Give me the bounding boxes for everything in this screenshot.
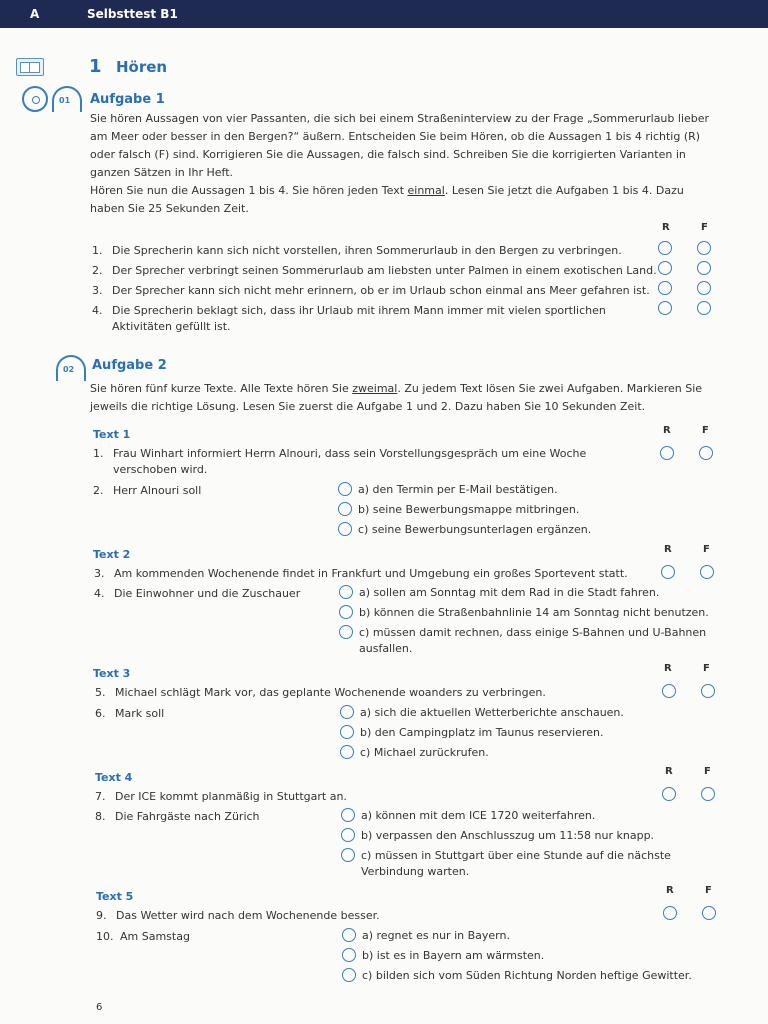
- option-text: c) Michael zurückrufen.: [360, 746, 489, 759]
- option-text: a) regnet es nur in Bayern.: [362, 929, 510, 942]
- instr-emphasis: zweimal: [352, 382, 398, 395]
- item-number: 4.: [92, 304, 103, 317]
- r-header: R: [664, 663, 672, 674]
- option-radio[interactable]: [342, 928, 356, 942]
- item-text: Herr Alnouri soll: [113, 484, 202, 497]
- option-text: c) seine Bewerbungsunterlagen ergänzen.: [358, 523, 592, 536]
- instr-emphasis: einmal: [407, 184, 445, 197]
- answer-f-radio[interactable]: [697, 241, 711, 255]
- option-radio[interactable]: [342, 948, 356, 962]
- item-text: Frau Winhart informiert Herrn Alnouri, dass sein Vorstellungsgespräch um eine Woche verschoben wird.: [113, 447, 587, 476]
- item-text: Die Einwohner und die Zuschauer: [114, 587, 301, 600]
- option-text: c) müssen in Stuttgart über eine Stunde auf die nächste Verbindung warten.: [361, 849, 671, 878]
- header-bar: [0, 0, 768, 28]
- book-icon: [16, 58, 44, 76]
- r-header: R: [666, 885, 674, 896]
- option-radio[interactable]: [342, 968, 356, 982]
- item-number: 7.: [95, 790, 106, 803]
- instr-part: Sie hören fünf kurze Texte. Alle Texte hören Sie: [90, 382, 353, 395]
- r-header: R: [662, 222, 670, 233]
- headphones-icon: [56, 355, 86, 381]
- option-radio[interactable]: [338, 482, 352, 496]
- aufgabe2-title: Aufgabe 2: [92, 358, 167, 373]
- option-text: b) können die Straßenbahnlinie 14 am Sonntag nicht benutzen.: [359, 606, 709, 619]
- aufgabe1-instructions-2: [90, 182, 720, 218]
- f-header: F: [705, 885, 712, 896]
- item-text: Der ICE kommt planmäßig in Stuttgart an.: [115, 790, 347, 803]
- item-number: 2.: [92, 264, 103, 277]
- answer-r-radio[interactable]: [658, 241, 672, 255]
- answer-r-radio[interactable]: [662, 787, 676, 801]
- option-radio[interactable]: [339, 585, 353, 599]
- item-number: 3.: [92, 284, 103, 297]
- cd-icon: [22, 86, 48, 112]
- f-header: F: [702, 425, 709, 436]
- option-text: a) sollen am Sonntag mit dem Rad in die Stadt fahren.: [359, 586, 660, 599]
- item-number: 9.: [96, 909, 107, 922]
- item-number: 1.: [92, 244, 103, 257]
- option-text: c) bilden sich vom Süden Richtung Norden heftige Gewitter.: [362, 969, 692, 982]
- option-radio[interactable]: [338, 502, 352, 516]
- option-radio[interactable]: [338, 522, 352, 536]
- option-text: a) können mit dem ICE 1720 weiterfahren.: [361, 809, 596, 822]
- track-number: 01: [59, 96, 71, 105]
- item-number: 1.: [93, 447, 104, 460]
- text-label: Text 4: [95, 771, 133, 784]
- item-text: Am Samstag: [120, 930, 190, 943]
- instr-part: Hören Sie nun die Aussagen 1 bis 4. Sie hören jeden Text: [90, 184, 408, 197]
- f-header: F: [701, 222, 708, 233]
- instr-part: . Lesen Sie jetzt die Aufgaben 1 bis 4. Dazu haben Sie 25 Sekunden Zeit.: [90, 184, 684, 215]
- instr-part: . Zu jedem Text lösen Sie zwei Aufgaben. Markieren Sie jeweils die richtige Lösung. Lesen Sie zuerst die Aufgabe 1 und 2. Dazu haben Sie 10 Sekunden Zeit.: [90, 382, 703, 413]
- item-text: Der Sprecher kann sich nicht mehr erinnern, ob er im Urlaub schon einmal ans Meer gefahren ist.: [112, 284, 650, 297]
- answer-f-radio[interactable]: [701, 787, 715, 801]
- header-title: Selbsttest B1: [87, 7, 178, 21]
- item-number: 5.: [95, 686, 106, 699]
- answer-f-radio[interactable]: [697, 261, 711, 275]
- f-header: F: [703, 544, 710, 555]
- option-radio[interactable]: [341, 848, 355, 862]
- item-text: Der Sprecher verbringt seinen Sommerurlaub am liebsten unter Palmen in einem exotischen Land.: [112, 264, 657, 277]
- r-header: R: [665, 766, 673, 777]
- item-text: Am kommenden Wochenende findet in Frankfurt und Umgebung ein großes Sportevent statt.: [114, 567, 628, 580]
- track-number: 02: [63, 365, 75, 374]
- answer-f-radio[interactable]: [697, 301, 711, 315]
- item-text: Die Fahrgäste nach Zürich: [115, 810, 260, 823]
- option-text: b) ist es in Bayern am wärmsten.: [362, 949, 545, 962]
- answer-f-radio[interactable]: [697, 281, 711, 295]
- r-header: R: [664, 544, 672, 555]
- answer-f-radio[interactable]: [700, 565, 714, 579]
- answer-f-radio[interactable]: [701, 684, 715, 698]
- option-radio[interactable]: [339, 605, 353, 619]
- text-label: Text 2: [93, 548, 131, 561]
- item-number: 6.: [95, 707, 106, 720]
- option-text: b) verpassen den Anschlusszug um 11:58 nur knapp.: [361, 829, 655, 842]
- answer-r-radio[interactable]: [658, 301, 672, 315]
- answer-f-radio[interactable]: [702, 906, 716, 920]
- f-header: F: [703, 663, 710, 674]
- answer-r-radio[interactable]: [660, 446, 674, 460]
- option-text: b) seine Bewerbungsmappe mitbringen.: [358, 503, 580, 516]
- option-radio[interactable]: [341, 808, 355, 822]
- option-radio[interactable]: [340, 745, 354, 759]
- option-text: a) den Termin per E-Mail bestätigen.: [358, 483, 558, 496]
- option-radio[interactable]: [339, 625, 353, 639]
- answer-r-radio[interactable]: [661, 565, 675, 579]
- r-header: R: [663, 425, 671, 436]
- item-number: 8.: [95, 810, 106, 823]
- item-text: Michael schlägt Mark vor, das geplante Wochenende woanders zu verbringen.: [115, 686, 546, 699]
- section-letter: A: [30, 7, 40, 21]
- answer-r-radio[interactable]: [663, 906, 677, 920]
- item-number: 3.: [94, 567, 105, 580]
- section-title: Hören: [116, 58, 168, 76]
- item-number: 10.: [96, 930, 114, 943]
- option-text: b) den Campingplatz im Taunus reservieren.: [360, 726, 604, 739]
- headphones-icon: [52, 86, 82, 112]
- option-text: c) müssen damit rechnen, dass einige S-Bahnen und U-Bahnen ausfallen.: [359, 626, 707, 655]
- option-text: a) sich die aktuellen Wetterberichte anschauen.: [360, 706, 624, 719]
- item-number: 2.: [93, 484, 104, 497]
- item-number: 4.: [94, 587, 105, 600]
- text-label: Text 3: [93, 667, 131, 680]
- answer-r-radio[interactable]: [658, 261, 672, 275]
- answer-r-radio[interactable]: [658, 281, 672, 295]
- item-text: Das Wetter wird nach dem Wochenende besser.: [116, 909, 380, 922]
- text-label: Text 1: [93, 428, 131, 441]
- answer-r-radio[interactable]: [662, 684, 676, 698]
- answer-f-radio[interactable]: [699, 446, 713, 460]
- item-text: Die Sprecherin beklagt sich, dass ihr Urlaub mit ihrem Mann immer mit vielen sportlichen Aktivitäten gefüllt ist.: [112, 304, 606, 333]
- option-radio[interactable]: [341, 828, 355, 842]
- page-number: 6: [96, 1002, 103, 1013]
- option-radio[interactable]: [340, 705, 354, 719]
- text-label: Text 5: [96, 890, 134, 903]
- item-text: Die Sprecherin kann sich nicht vorstellen, ihren Sommerurlaub in den Bergen zu verbringen.: [112, 244, 622, 257]
- aufgabe1-instructions: Sie hören Aussagen von vier Passanten, die sich bei einem Straßeninterview zu der Frage „Sommerurlaub lieber am Meer oder besser in den Bergen?“ äußern. Entscheiden Sie beim Hören, ob die Aussagen 1 bis 4 richtig (R) oder falsch (F) sind. Korrigieren Sie die Aussagen, die falsch sind. Schreiben Sie die korrigierten Varianten in ganzen Sätzen in Ihr Heft.: [90, 112, 710, 179]
- section-number: 1: [89, 56, 102, 77]
- aufgabe1-title: Aufgabe 1: [90, 92, 165, 107]
- item-text: Mark soll: [115, 707, 165, 720]
- aufgabe2-instructions: [90, 380, 720, 416]
- f-header: F: [704, 766, 711, 777]
- option-radio[interactable]: [340, 725, 354, 739]
